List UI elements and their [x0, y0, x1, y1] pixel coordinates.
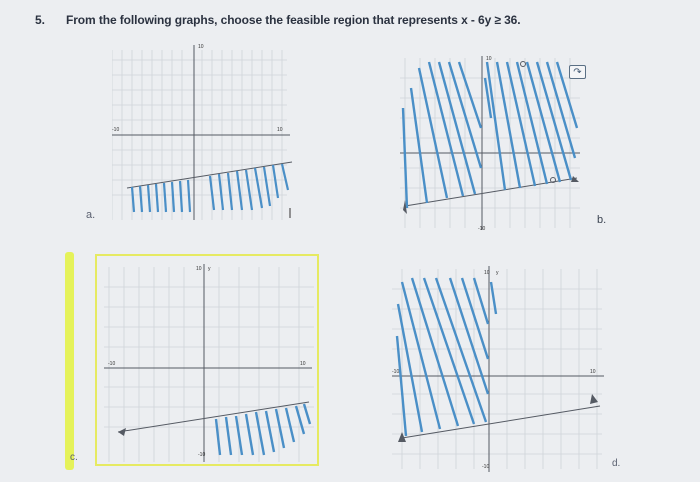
y-max-label: 10 — [196, 266, 202, 272]
x-min-label: -10 — [108, 361, 116, 367]
boundary-line — [402, 406, 600, 438]
x-max-label: 10 — [590, 369, 596, 375]
question-number: 5. — [35, 13, 46, 27]
arrow-icon — [571, 176, 579, 182]
option-a-label[interactable]: a. — [86, 209, 96, 221]
x-max-label: 10 — [300, 361, 306, 367]
y-min-label: -10 — [478, 226, 486, 232]
selection-highlight — [65, 252, 74, 470]
reply-icon[interactable]: ↷ — [569, 65, 586, 79]
shading — [216, 404, 310, 455]
y-axis-name: y — [496, 270, 499, 276]
question-text: From the following graphs, choose the feasible region that represents x - 6y ≥ 36. — [66, 13, 521, 27]
shading — [132, 164, 288, 212]
y-axis-name: y — [208, 266, 211, 272]
y-max-label: 10 — [484, 270, 490, 276]
graph-b[interactable] — [395, 48, 590, 233]
graph-c[interactable] — [104, 262, 314, 462]
y-max-label: 10 — [198, 44, 204, 50]
shading — [397, 278, 496, 436]
x-min-label: -10 — [112, 127, 120, 133]
axes — [112, 45, 290, 220]
graph-d[interactable] — [392, 264, 607, 474]
grid — [104, 267, 314, 462]
shading — [403, 62, 577, 208]
option-b-label[interactable]: b. — [597, 214, 607, 226]
graph-a[interactable] — [112, 40, 302, 220]
y-max-label: 10 — [486, 56, 492, 62]
option-d-label[interactable]: d. — [612, 458, 621, 469]
option-c-label[interactable]: c. — [70, 452, 78, 463]
arrow-icon — [118, 428, 126, 436]
y-min-label: -10 — [482, 464, 490, 470]
x-min-label: -10 — [392, 369, 400, 375]
y-min-label: -10 — [198, 452, 206, 458]
x-max-label: 10 — [277, 127, 283, 133]
